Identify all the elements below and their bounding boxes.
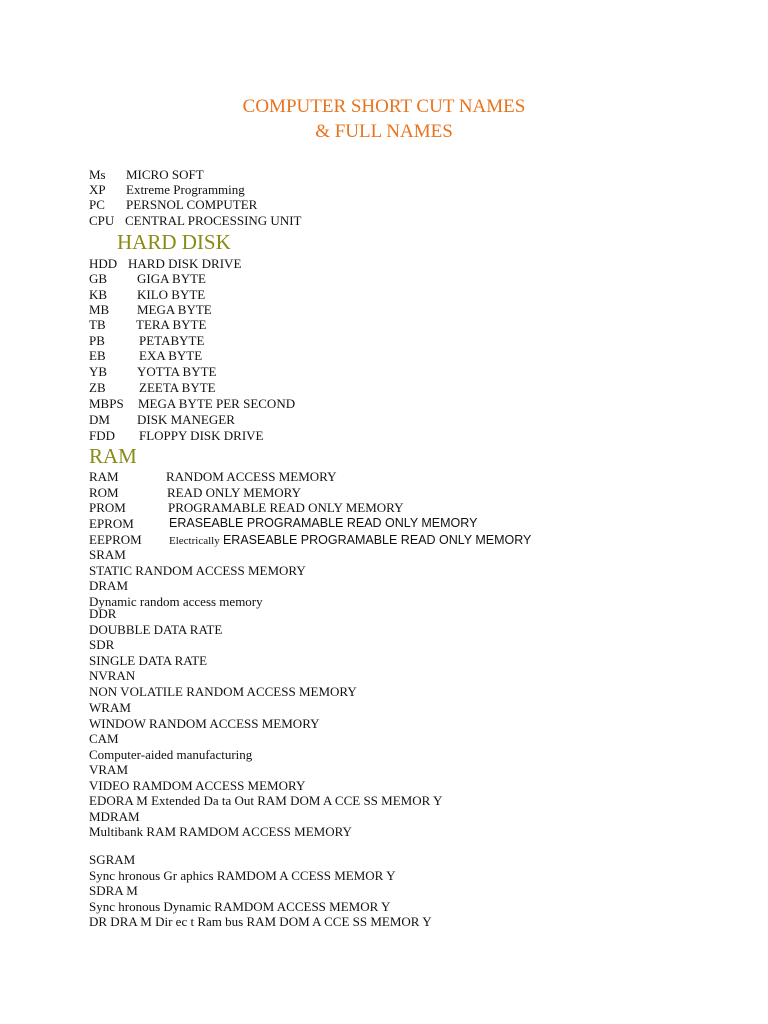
abbreviation: PROM [89,500,126,515]
full-name: DISK MANEGER [137,412,235,427]
full-name: MICRO SOFT [126,167,204,182]
list-item: CAM [89,731,119,746]
full-name: MEGA BYTE PER SECOND [138,396,296,411]
full-name: HARD DISK DRIVE [128,256,242,271]
list-item: EDORA M Extended Da ta Out RAM DOM A CCE SS MEMOR Y [89,793,443,808]
list-item: Multibank RAM RAMDOM ACCESS MEMORY [89,824,352,839]
list-item: SGRAM [89,852,136,867]
list-item: Dynamic random access memory [89,594,263,609]
full-name: FLOPPY DISK DRIVE [139,428,264,443]
list-item: NVRAN [89,668,136,683]
abbreviation: Ms [89,167,106,182]
list-item: SDR [89,637,115,652]
list-item: Sync hronous Dynamic RAMDOM ACCESS MEMOR Y [89,899,391,914]
abbreviation: EEPROM [89,532,142,547]
list-item: NON VOLATILE RANDOM ACCESS MEMORY [89,684,357,699]
abbreviation: PC [89,197,105,212]
abbreviation: TB [89,317,106,332]
list-item: VIDEO RAMDOM ACCESS MEMORY [89,778,306,793]
section-heading-hard-disk: HARD DISK [117,230,231,254]
list-item: WRAM [89,700,131,715]
abbreviation: MBPS [89,396,124,411]
abbreviation: RAM [89,469,119,484]
abbreviation: GB [89,271,108,286]
full-name: CENTRAL PROCESSING UNIT [125,213,302,228]
list-item: STATIC RANDOM ACCESS MEMORY [89,563,306,578]
page-title-line-1: COMPUTER SHORT CUT NAMES [242,96,526,117]
full-name: TERA BYTE [136,317,207,332]
abbreviation: KB [89,287,108,302]
full-name: KILO BYTE [137,287,206,302]
abbreviation: PB [89,333,105,348]
list-item: DR DRA M Dir ec t Ram bus RAM DOM A CCE SS MEMOR Y [89,914,432,929]
abbreviation: MB [89,302,110,317]
page-title-line-2: & FULL NAMES [315,121,453,142]
list-item: DOUBBLE DATA RATE [89,622,223,637]
abbreviation: XP [89,182,106,197]
abbreviation: FDD [89,428,116,443]
abbreviation: ZB [89,380,106,395]
abbreviation: DM [89,412,110,427]
section-heading-ram: RAM [89,444,137,468]
list-item: WINDOW RANDOM ACCESS MEMORY [89,716,320,731]
full-name: READ ONLY MEMORY [167,485,301,500]
full-name: PERSNOL COMPUTER [126,197,258,212]
full-name: PETABYTE [139,333,205,348]
list-item: DDR [89,606,117,621]
abbreviation: EB [89,348,106,363]
full-name: PROGRAMABLE READ ONLY MEMORY [168,500,404,515]
full-name: EXA BYTE [139,348,203,363]
list-item: SDRA M [89,883,138,898]
full-name: ZEETA BYTE [139,380,216,395]
full-name: YOTTA BYTE [137,364,217,379]
full-name: RANDOM ACCESS MEMORY [166,469,337,484]
full-name: ERASEABLE PROGRAMABLE READ ONLY MEMORY [222,533,532,547]
list-item: MDRAM [89,809,140,824]
list-item: Sync hronous Gr aphics RAMDOM A CCESS MEMOR Y [89,868,396,883]
full-name: ERASEABLE PROGRAMABLE READ ONLY MEMORY [169,516,478,530]
abbreviation: EPROM [89,516,134,531]
full-name: Extreme Programming [126,182,245,197]
abbreviation: CPU [89,213,115,228]
abbreviation: ROM [89,485,119,500]
abbreviation: HDD [89,256,118,271]
full-name-prefix: Electrically [169,535,220,547]
full-name: GIGA BYTE [137,271,206,286]
full-name: MEGA BYTE [137,302,212,317]
list-item: VRAM [89,762,129,777]
list-item: SINGLE DATA RATE [89,653,208,668]
list-item: DRAM [89,578,129,593]
abbreviation: YB [89,364,108,379]
list-item: SRAM [89,547,126,562]
list-item: Computer-aided manufacturing [89,747,253,762]
